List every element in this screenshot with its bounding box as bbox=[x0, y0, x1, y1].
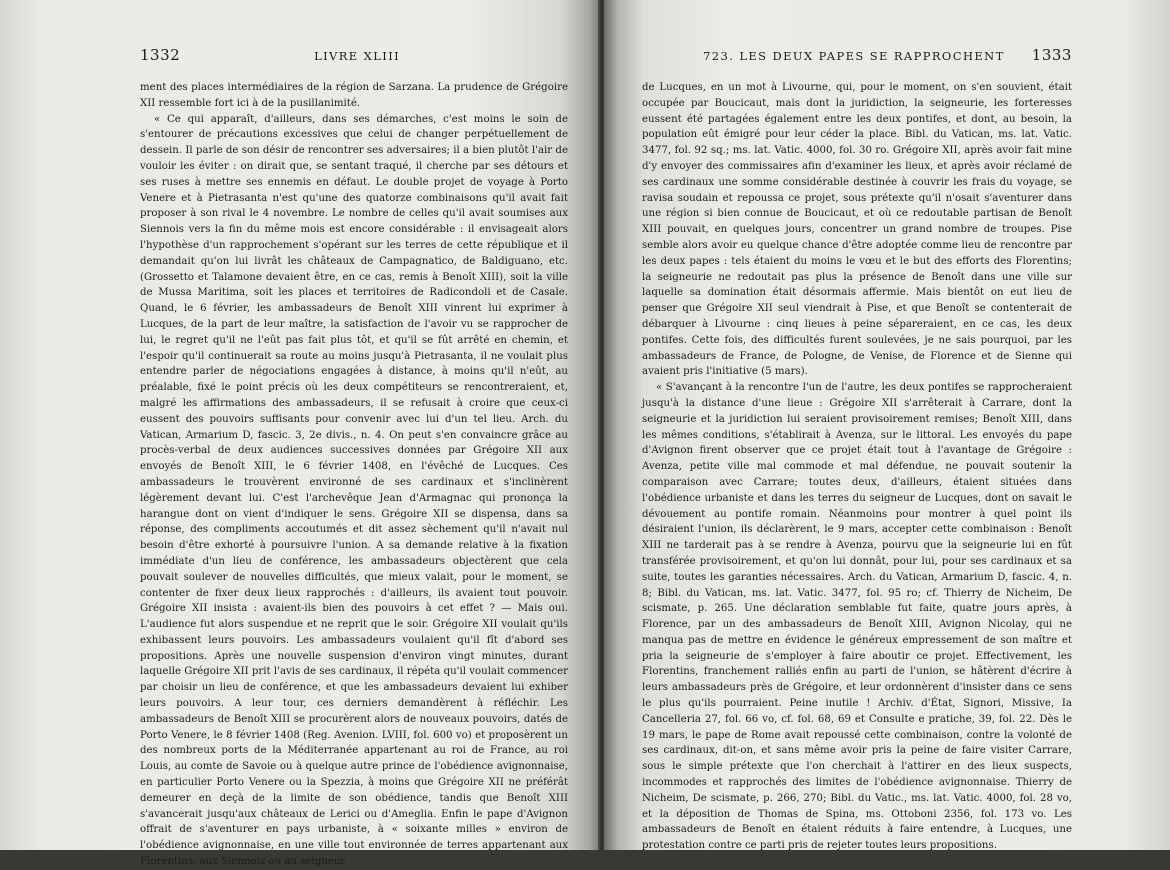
right-page-body bbox=[642, 80, 1072, 854]
right-page bbox=[604, 0, 1170, 850]
paragraph: « S'avançant à la rencontre l'un de l'autre, les deux pontifes se rapprocheraient jusqu'à la distance d'une lieue : Grégoire XII s'arrêterait à Carrare, dont la seigneurie et la juridiction lui seraient provisoirement remises; Benoît XIII, dans les mêmes conditions, s'établirait à Avenza, sur le littoral. Les envoyés du pape d'Avignon firent observer que ce projet était tout à l'avantage de Grégoire : Avenza, petite ville mal commode et mal défendue, ne pouvait soutenir la comparaison avec Carrare; toutes deux, d'ailleurs, étaient situées dans l'obédience urbaniste et dans les terres du seigneur de Lucques, dont on savait le dévouement au pontife romain. Néanmoins pour montrer à quel point ils désiraient l'union, ils déclarèrent, le 9 mars, accepter cette combinaison : Benoît XIII ne tarderait pas à se rendre à Avenza, pourvu que la seigneurie lui en fût transférée provisoirement, et qu'on lui donnât, pour lui, pour ses cardinaux et sa suite, toutes les garanties nécessaires. Arch. du Vatican, Armarium D, fascic. 4, n. 8; Bibl. du Vatican, ms. lat. Vatic. 3477, fol. 95 ro; cf. Thierry de Nicheim, De scismate, p. 265. Une déclaration semblable fut faite, quatre jours après, à Florence, par un des ambassadeurs de Benoît XIII, Avignon Nicolay, qui ne manqua pas de mettre en évidence le généreux empressement de son maître et pria la seigneurie de s'employer à faire aboutir ce projet. Effectivement, les Florentins, franchement ralliés enfin au parti de l'union, se hâtèrent d'écrire à leurs ambassadeurs près de Grégoire, et leur ordonnèrent d'insister dans ce sens le plus qu'ils pourraient. Peine inutile ! Archiv. d'État, Signori, Missive, Ia Cancelleria 27, fol. 66 vo, cf. fol. 68, 69 et Consulte e pratiche, 39, fol. 22. Dès le 19 mars, le pape de Rome avait repoussé cette combinaison, contre la volonté de ses cardinaux, dit-on, et sans même avoir pris la peine de faire visiter Carrare, sous le simple prétexte que l'on cherchait à l'attirer en des lieux suspects, incommodes et rapprochés des limites de l'obédience avignonnaise. Thierry de Nicheim, De scismate, p. 266, 270; Bibl. du Vatic., ms. lat. Vatic. 4000, fol. 28 vo, et la déposition de Thomas de Spina, ms. Ottoboni 2356, fol. 173 vo. Les ambassadeurs de Benoît en étaient réduits à faire entendre, à Lucques, une protestation contre ce parti pris de rejeter toutes leurs propositions. bbox=[642, 382, 1072, 852]
paragraph: ment des places intermédiaires de la région de Sarzana. La prudence de Grégoire XII ressemble fort ici à de la pusillanimité. bbox=[140, 82, 568, 109]
paragraph: de Lucques, en un mot à Livourne, qui, pour le moment, on s'en souvient, était occupée par Boucicaut, mais dont la juridiction, la seigneurie, les forteresses eussent été partagées également entre les deux pontifes, et dont, au besoin, la population eût émigré pour leur céder la place. Bibl. du Vatican, ms. lat. Vatic. 3477, fol. 92 sq.; ms. lat. Vatic. 4000, fol. 30 ro. Grégoire XII, après avoir fait mine d'y envoyer des commissaires afin d'examiner les lieux, et après avoir réclamé de ses cardinaux une somme considérable destinée à couvrir les frais du voyage, se ravisa soudain et repoussa ce projet, sous prétexte qu'il n'osait s'aventurer dans une région si bien connue de Boucicaut, et où ce redoutable partisan de Benoît XIII pouvait, en quelques jours, concentrer un grand nombre de troupes. Pise semble alors avoir eu quelque chance d'être adoptée comme lieu de rencontre par les deux papes : tels étaient du moins le vœu et le but des efforts des Florentins; la seigneurie ne redoutait pas plus la présence de Benoît dans une ville sur laquelle sa domination était désormais affermie. Mais bientôt on eut lieu de penser que Grégoire XII seul viendrait à Pise, et que Benoît se contenterait de débarquer à Livourne : cinq lieues à peine sépareraient, en ce cas, les deux pontifes. Cette fois, des difficultés furent soulevées, je ne sais pourquoi, par les ambassadeurs de France, de Pologne, de Venise, de Florence et de Sienne qui avaient pris l'initiative (5 mars). bbox=[642, 82, 1072, 378]
left-page-body bbox=[140, 80, 568, 870]
right-page-header bbox=[642, 46, 1072, 64]
paragraph: « Ce qui apparaît, d'ailleurs, dans ses démarches, c'est moins le soin de s'entourer de précautions excessives que celui de changer perpétuellement de dessein. Il parle de son désir de rencontrer ses adversaires; il a bien plutôt l'air de vouloir les éviter : on dirait que, se sentant traqué, il cherche par ses détours et ses ruses à mettre ses ennemis en défaut. Le double projet de voyage à Porto Venere et à Pietrasanta n'est qu'une des quatorze combinaisons qu'il avait fait proposer à son rival le 4 novembre. Le nombre de celles qu'il avait soumises aux Siennois vers la fin du même mois est encore considérable : il envisageait alors l'hypothèse d'un rapprochement s'opérant sur les terres de cette république et il demandait qu'on lui livrât les châteaux de Campagnatico, de Baldiguano, etc. (Grossetto et Talamone devaient être, en ce cas, remis à Benoît XIII), soit la ville de Mussa Maritima, soit les places et territoires de Radicondoli et de Casale. Quand, le 6 février, les ambassadeurs de Benoît XIII vinrent lui exprimer à Lucques, de la part de leur maître, la satisfaction de l'avoir vu se rapprocher de lui, le regret qu'il ne l'eût pas fait plus tôt, et qu'il se fût arrêté en chemin, et l'espoir qu'il continuerait sa route au moins jusqu'à Pietrasanta, il ne voulait plus entendre parler de négociations engagées à distance, à moins qu'il n'eût, au préalable, fixé le point précis où les deux compétiteurs se rencontreraient, et, malgré les affirmations des ambassadeurs, il se refusait à croire que ceux-ci eussent des pouvoirs suffisants pour convenir avec lui d'un tel lieu. Arch. du Vatican, Armarium D, fascic. 3, 2e divis., n. 4. On peut s'en convaincre grâce au procès-verbal de deux audiences successives données par Grégoire XII aux envoyés de Benoît XIII, le 6 février 1408, en l'évêché de Lucques. Ces ambassadeurs le trouvèrent environné de ses cardinaux et s'inclinèrent légèrement devant lui. C'est l'archevêque Jean d'Armagnac qui prononça la harangue dont on vient d'indiquer le sens. Grégoire XII se dispensa, dans sa réponse, des compliments accoutumés et dit assez sèchement qu'il n'avait nul besoin d'être exhorté à poursuivre l'union. A sa demande relative à la fixation immédiate d'un lieu de conférence, les ambassadeurs objectèrent que cela pouvait soulever de nouvelles difficultés, que mieux valait, pour le moment, se contenter de fixer deux lieux rapprochés : d'ailleurs, ils avaient tout pouvoir. Grégoire XII insista : avaient-ils bien des pouvoirs à cet effet ? — Mais oui. L'audience fut alors suspendue et ne reprit que le soir. Grégoire XII voulait qu'ils exhibassent leurs pouvoirs. Les ambassadeurs voulaient qu'il fît d'abord ses propositions. Après une nouvelle suspension d'environ vingt minutes, durant laquelle Grégoire XII prit l'avis de ses cardinaux, il répéta qu'il voulait commencer par choisir un lieu de conférence, et que les ambassadeurs devaient lui exhiber leurs pouvoirs. A leur tour, ces derniers demandèrent à réfléchir. Les ambassadeurs de Benoît XIII se procurèrent alors de nouveaux pouvoirs, datés de Porto Venere, le 8 février 1408 (Reg. Avenion. LVIII, fol. 600 vo) et proposèrent un des nombreux ports de la Méditerranée appartenant au roi de France, au roi Louis, au comte de Savoie ou à quelque autre prince de l'obédience avignonnaise, en particulier Porto Venere ou la Spezzia, à moins que Grégoire XII ne préférât demeurer en deçà de la limite de son obédience, tandis que Benoît XIII s'avancerait jusqu'aux châteaux de Lerici ou d'Ameglia. Enfin le pape d'Avignon offrait de s'aventurer en pays urbaniste, à « soixante milles » environ de l'obédience avignonnaise, en une ville tout environnée de terres appartenant aux Florentins, aux Siennois ou au seigneur bbox=[140, 113, 568, 868]
left-page-header bbox=[140, 46, 568, 64]
running-head: 723. LES DEUX PAPES SE RAPPROCHENT bbox=[703, 49, 1005, 63]
page-number: 1332 bbox=[140, 46, 181, 64]
running-head: LIVRE XLIII bbox=[314, 49, 401, 63]
page-number: 1333 bbox=[1031, 46, 1072, 64]
